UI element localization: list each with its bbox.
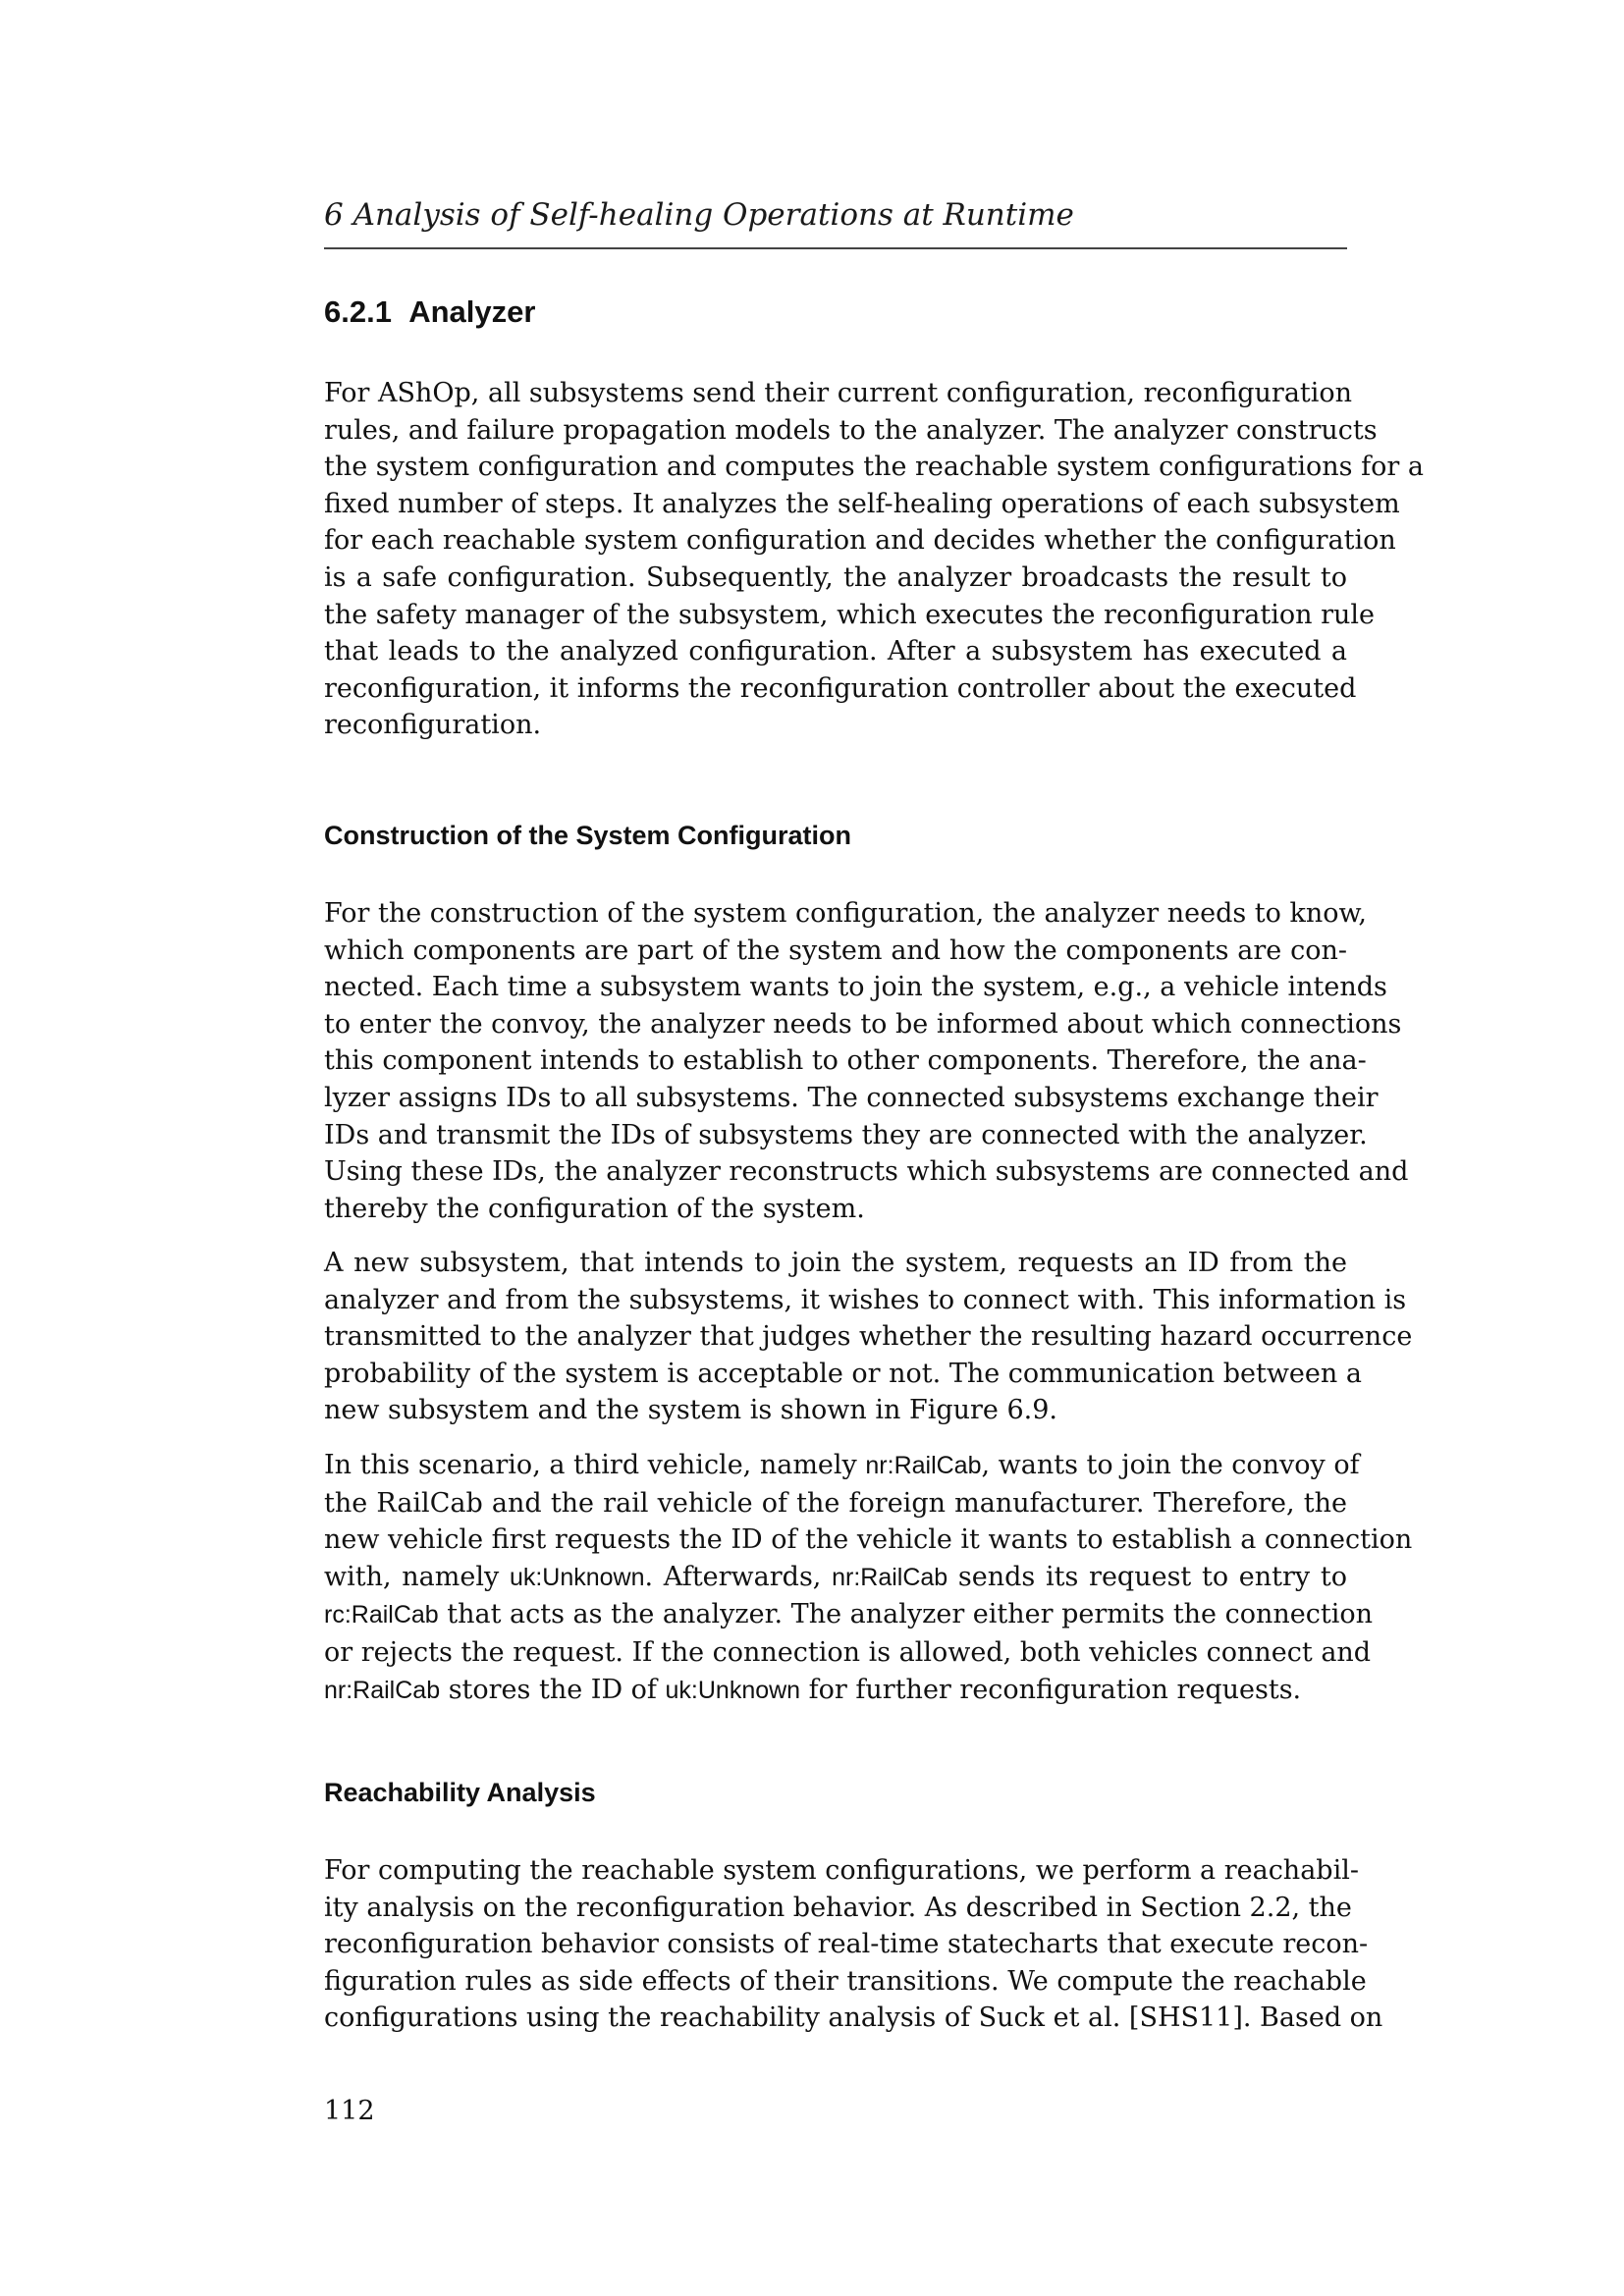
text-line: this component intends to establish to other components. Therefore, the ana-: [324, 1045, 1367, 1077]
text-span: with, namely: [324, 1561, 510, 1592]
text-line: reconfiguration, it informs the reconfiguration controller about the executed: [324, 672, 1357, 704]
text-line: For computing the reachable system configurations, we perform a reachabil-: [324, 1855, 1359, 1886]
text-span: for further reconfiguration requests.: [800, 1674, 1302, 1705]
text-line: fixed number of steps. It analyzes the self-healing operations of each subsystem: [324, 488, 1400, 519]
text-line: figuration rules as side effects of their transitions. We compute the reachable: [324, 1965, 1367, 1997]
text-line: nected. Each time a subsystem wants to join the system, e.g., a vehicle intends: [324, 972, 1387, 1003]
text-line: analyzer and from the subsystems, it wishes to connect with. This information is: [324, 1284, 1407, 1315]
text-line: IDs and transmit the IDs of subsystems they are connected with the analyzer.: [324, 1119, 1368, 1150]
text-line: Using these IDs, the analyzer reconstructs which subsystems are connected and: [324, 1156, 1409, 1188]
text-line: or rejects the request. If the connection is allowed, both vehicles connect and: [324, 1636, 1372, 1668]
code-name: nr:RailCab: [832, 1563, 948, 1591]
construction-paragraph-2: [324, 1245, 1413, 1429]
text-line: that leads to the analyzed configuration. After a subsystem has executed a: [324, 636, 1347, 667]
running-head: 6 Analysis of Self-healing Operations at Runtime: [324, 194, 1347, 249]
reachability-paragraph: [324, 1852, 1383, 2037]
construction-paragraph-3: [324, 1447, 1413, 1709]
subsection-heading-reachability: Reachability Analysis: [324, 1778, 596, 1807]
text-line: For AShOp, all subsystems send their current configuration, reconfiguration: [324, 378, 1353, 408]
code-name: nr:RailCab: [324, 1676, 441, 1704]
section-title: Analyzer: [408, 294, 536, 329]
text-span: that acts as the analyzer. The analyzer either permits the connection: [438, 1599, 1374, 1630]
text-line: rules, and failure propagation models to the analyzer. The analyzer constructs: [324, 414, 1378, 446]
text-line: A new subsystem, that intends to join the system, requests an ID from the: [324, 1248, 1347, 1278]
text-line: configurations using the reachability analysis of Suck et al. [SHS11]. Based on: [324, 2002, 1383, 2034]
text-line: the RailCab and the rail vehicle of the foreign manufacturer. Therefore, the: [324, 1487, 1347, 1519]
page-number: 112: [324, 2096, 375, 2126]
text-line: new subsystem and the system is shown in Figure 6.9.: [324, 1395, 1057, 1426]
text-line: ity analysis on the reconfiguration behavior. As described in Section 2.2, the: [324, 1892, 1352, 1923]
code-name: rc:RailCab: [324, 1601, 439, 1629]
text-line: transmitted to the analyzer that judges whether the resulting hazard occurrence: [324, 1321, 1413, 1353]
text-line: the safety manager of the subsystem, which executes the reconfiguration rule: [324, 599, 1376, 630]
text-line: [324, 1447, 1360, 1485]
subsection-heading-construction: Construction of the System Configuration: [324, 821, 851, 850]
code-name: nr:RailCab: [865, 1452, 982, 1479]
text-line: which components are part of the system and how the components are con-: [324, 934, 1347, 966]
text-line: reconfiguration.: [324, 710, 542, 741]
text-line: the system configuration and computes the reachable system configurations for a: [324, 452, 1424, 483]
text-line: [324, 1596, 1374, 1634]
text-line: [324, 1672, 1347, 1710]
code-name: uk:Unknown: [665, 1676, 801, 1704]
text-line: lyzer assigns IDs to all subsystems. The connected subsystems exchange their: [324, 1082, 1379, 1113]
text-line: thereby the configuration of the system.: [324, 1193, 865, 1224]
text-line: probability of the system is acceptable or not. The communication between a: [324, 1358, 1362, 1389]
text-line: to enter the convoy, the analyzer needs to be informed about which connections: [324, 1008, 1402, 1040]
text-span: In this scenario, a third vehicle, namely: [324, 1450, 866, 1480]
text-line: new vehicle first requests the ID of the vehicle it wants to establish a connection: [324, 1524, 1413, 1556]
text-span: sends its request to entry to: [947, 1561, 1347, 1592]
section-number: 6.2.1: [324, 294, 392, 329]
text-line: For the construction of the system configuration, the analyzer needs to know,: [324, 898, 1367, 929]
text-span: . Afterwards,: [644, 1561, 833, 1592]
text-line: reconfiguration behavior consists of real-time statecharts that execute recon-: [324, 1929, 1369, 1960]
text-line: [324, 1559, 1347, 1597]
intro-paragraph: [324, 375, 1424, 744]
text-span: , wants to join the convoy of: [981, 1450, 1360, 1480]
text-line: is a safe configuration. Subsequently, the analyzer broadcasts the result to: [324, 561, 1347, 593]
text-line: for each reachable system configuration and decides whether the configuration: [324, 525, 1396, 557]
code-name: uk:Unknown: [509, 1563, 645, 1591]
text-span: stores the ID of: [440, 1674, 666, 1705]
section-heading: [324, 294, 535, 330]
construction-paragraph-1: [324, 895, 1409, 1227]
